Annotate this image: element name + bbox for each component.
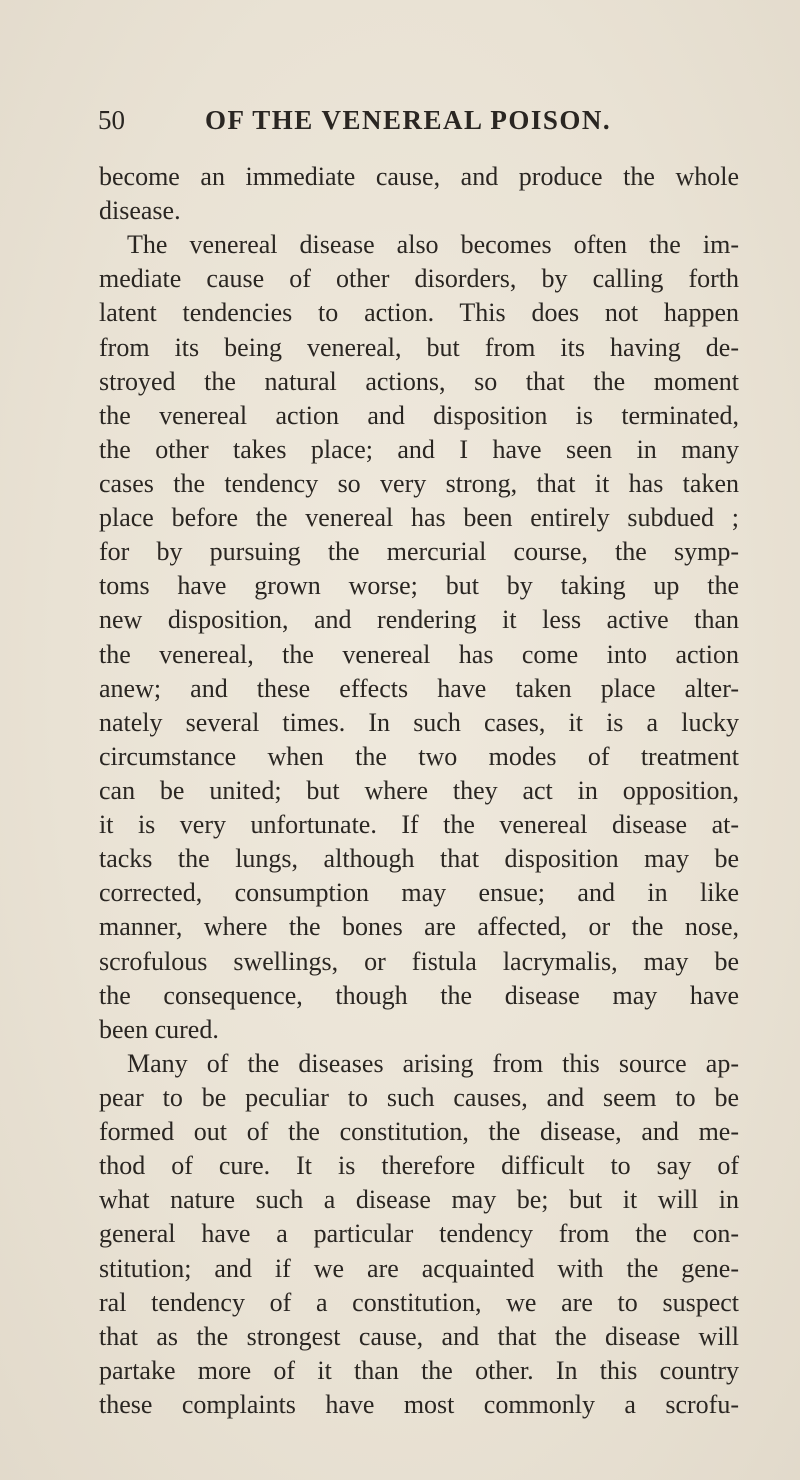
text-line: these complaints have most commonly a scrofu- <box>99 1389 739 1419</box>
text-line: corrected, consumption may ensue; and in like <box>99 878 739 908</box>
text-line: ral tendency of a constitution, we are to suspect <box>99 1287 739 1317</box>
text-line: Many of the diseases arising from this source ap- <box>127 1048 739 1078</box>
text-line: become an immediate cause, and produce the whole <box>99 162 739 191</box>
text-line: it is very unfortunate. If the venereal disease at- <box>99 810 739 840</box>
text-line: latent tendencies to action. This does not happen <box>99 298 739 328</box>
text-line: formed out of the constitution, the disease, and me- <box>99 1117 739 1147</box>
text-line: thod of cure. It is therefore difficult to say of <box>99 1151 739 1181</box>
text-line: scrofulous swellings, or fistula lacrymalis, may be <box>99 946 739 976</box>
text-line: new disposition, and rendering it less active than <box>99 605 739 635</box>
text-line: the consequence, though the disease may have <box>99 980 739 1010</box>
text-line: toms have grown worse; but by taking up the <box>99 571 739 601</box>
text-line: the venereal, the venereal has come into action <box>99 639 739 669</box>
text-line: circumstance when the two modes of treatment <box>99 741 739 771</box>
running-head: OF THE VENEREAL POISON. <box>205 105 612 135</box>
text-line: place before the venereal has been entirely subdued ; <box>99 503 739 533</box>
text-line: anew; and these effects have taken place alter- <box>99 673 739 703</box>
text-line: tacks the lungs, although that disposition may be <box>99 844 739 874</box>
page-header <box>98 100 738 140</box>
text-line: general have a particular tendency from the con- <box>99 1219 739 1249</box>
text-line: manner, where the bones are affected, or the nose, <box>99 912 739 942</box>
text-line: what nature such a disease may be; but it will in <box>99 1185 739 1215</box>
text-line: the other takes place; and I have seen in many <box>99 434 739 464</box>
page-number: 50 <box>98 105 125 135</box>
text-line: nately several times. In such cases, it is a lucky <box>99 707 739 737</box>
text-line: pear to be peculiar to such causes, and seem to be <box>99 1082 739 1112</box>
text-line: the venereal action and disposition is terminated, <box>99 400 739 430</box>
text-line: can be united; but where they act in opposition, <box>99 775 739 805</box>
text-line: partake more of it than the other. In this country <box>99 1355 739 1385</box>
text-line: that as the strongest cause, and that the disease will <box>99 1321 739 1351</box>
text-line: mediate cause of other disorders, by calling forth <box>99 264 739 294</box>
text-line: cases the tendency so very strong, that it has taken <box>99 468 739 498</box>
text-line: stroyed the natural actions, so that the moment <box>99 366 739 396</box>
text-line: from its being venereal, but from its having de- <box>99 332 739 362</box>
text-line: stitution; and if we are acquainted with the gene- <box>99 1253 739 1283</box>
body-text <box>99 160 739 1422</box>
text-line: for by pursuing the mercurial course, the symp- <box>99 537 739 567</box>
text-line: The venereal disease also becomes often the im- <box>127 230 739 260</box>
text-line: been cured. <box>99 1014 219 1044</box>
text-line: disease. <box>99 196 181 226</box>
